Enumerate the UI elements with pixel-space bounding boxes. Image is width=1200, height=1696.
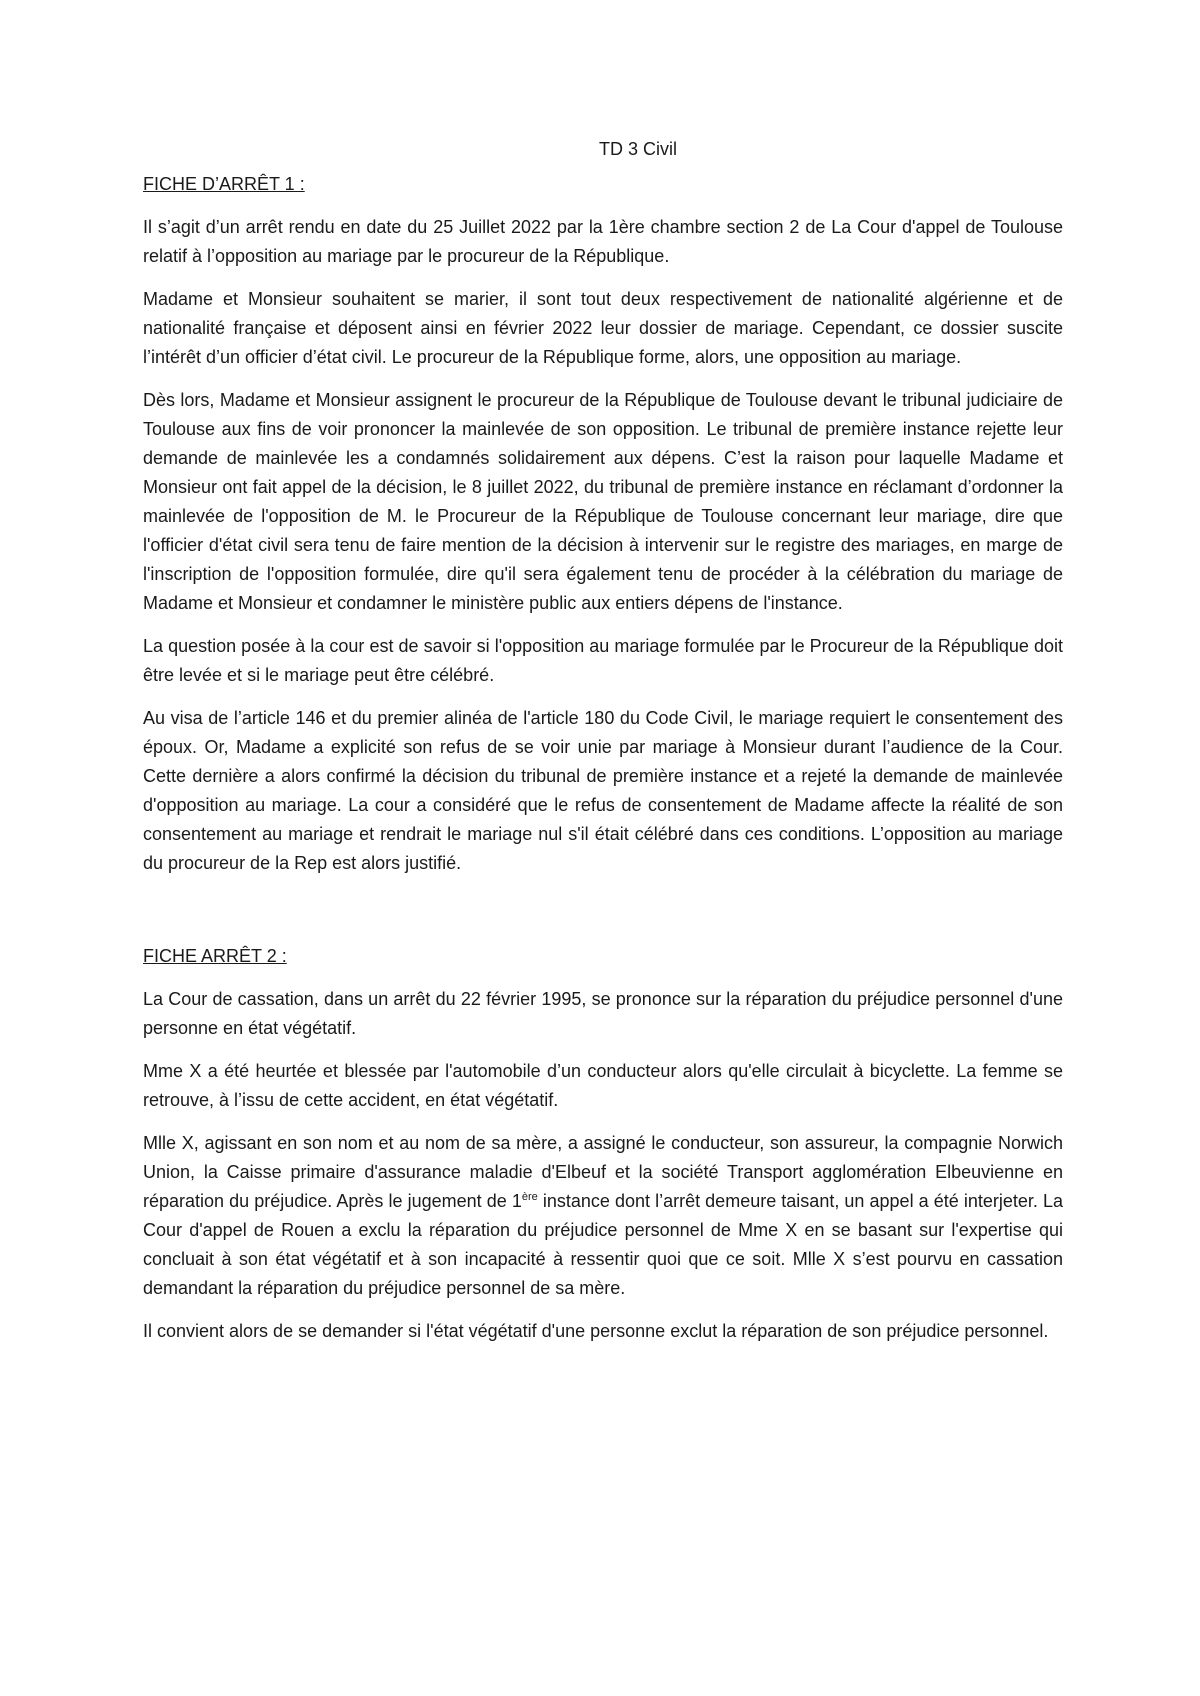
paragraph: La question posée à la cour est de savoir si l'opposition au mariage formulée par le Procureur de la République doit être levée et si le mariage peut être célébré.: [143, 636, 1063, 685]
section-fiche-2: [143, 942, 1063, 1346]
paragraph: Dès lors, Madame et Monsieur assignent le procureur de la République de Toulouse devant le tribunal judiciaire de Toulouse aux fins de voir prononcer la mainlevée de son opposition. Le tribunal de première instance rejette leur demande de mainlevée les a condamnés solidairement aux dépens. C’est la raison pour laquelle Madame et Monsieur ont fait appel de la décision, le 8 juillet 2022, du tribunal de première instance en réclamant d’ordonner la mainlevée de l'opposition de M. le Procureur de la République de Toulouse concernant leur mariage, dire que l'officier d'état civil sera tenu de faire mention de la décision à intervenir sur le registre des mariages, en marge de l'inscription de l'opposition formulée, dire qu'il sera également tenu de procéder à la célébration du mariage de Madame et Monsieur et condamner le ministère public aux entiers dépens de l'instance.: [143, 390, 1063, 613]
section-fiche-1: [143, 170, 1063, 878]
document-page: [143, 135, 1063, 1360]
paragraph: [143, 1129, 1063, 1303]
section-heading: FICHE D’ARRÊT 1 :: [143, 174, 305, 194]
ordinal-superscript: ère: [521, 1191, 538, 1203]
paragraph: Au visa de l’article 146 et du premier alinéa de l'article 180 du Code Civil, le mariage requiert le consentement des époux. Or, Madame a explicité son refus de se voir unie par mariage à Monsieur durant l’audience de la Cour. Cette dernière a alors confirmé la décision du tribunal de première instance et a rejeté la demande de mainlevée d'opposition au mariage. La cour a considéré que le refus de consentement de Madame affecte la réalité de son consentement au mariage et rendrait le mariage nul s'il était célébré dans ces conditions. L’opposition au mariage du procureur de la Rep est alors justifié.: [143, 708, 1063, 873]
paragraph: La Cour de cassation, dans un arrêt du 22 février 1995, se prononce sur la réparation du préjudice personnel d'une personne en état végétatif.: [143, 989, 1063, 1038]
paragraph-text: Mlle X, agissant en son nom et au nom de sa mère, a assigné le conducteur, son assureur, la compagnie Norwich Union, la Caisse primaire d'assurance maladie d'Elbeuf et la société Transport agglomération Elbeuvienne en réparation du préjudice. Après le jugement de 1: [143, 1133, 1063, 1211]
paragraph: Mme X a été heurtée et blessée par l'automobile d’un conducteur alors qu'elle circulait à bicyclette. La femme se retrouve, à l’issu de cette accident, en état végétatif.: [143, 1061, 1063, 1110]
document-title: TD 3 Civil: [598, 139, 677, 159]
paragraph: Madame et Monsieur souhaitent se marier, il sont tout deux respectivement de nationalité algérienne et de nationalité française et déposent ainsi en février 2022 leur dossier de mariage. Cependant, ce dossier suscite l’intérêt d’un officier d’état civil. Le procureur de la République forme, alors, une opposition au mariage.: [143, 289, 1063, 367]
section-heading: FICHE ARRÊT 2 :: [143, 946, 287, 966]
section-spacer: [143, 892, 1063, 942]
paragraph: Il convient alors de se demander si l'état végétatif d'une personne exclut la réparation de son préjudice personnel.: [143, 1321, 1049, 1341]
paragraph-text: instance dont l’arrêt demeure taisant, un appel a été interjeter. La Cour d'appel de Rouen a exclu la réparation du préjudice personnel de Mme X en se basant sur l'expertise qui concluait à son état végétatif et à son incapacité à ressentir quoi que ce soit. Mlle X s’est pourvu en cassation demandant la réparation du préjudice personnel de sa mère.: [143, 1191, 1063, 1298]
paragraph: Il s’agit d’un arrêt rendu en date du 25 Juillet 2022 par la 1ère chambre section 2 de La Cour d'appel de Toulouse relatif à l’opposition au mariage par le procureur de la République.: [143, 217, 1063, 266]
